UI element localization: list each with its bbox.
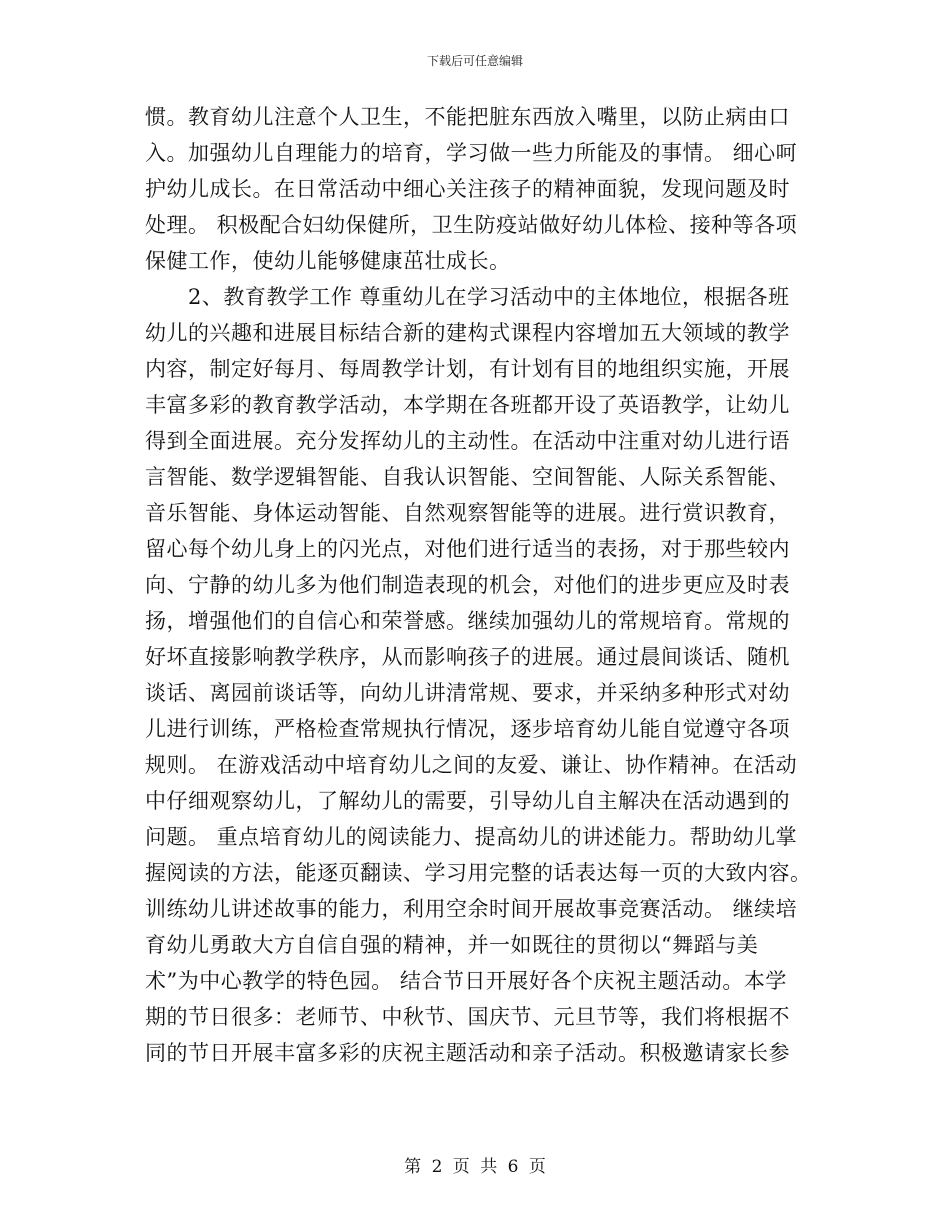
text-line: 内容，制定好每月、每周教学计划，有计划有目的地组织实施，开展 [145, 357, 790, 381]
text-line: 丰富多彩的教育教学活动，本学期在各班都开设了英语教学，让幼儿 [145, 393, 790, 417]
text-line: 训练幼儿讲述故事的能力，利用空余时间开展故事竞赛活动。 继续培 [145, 897, 798, 921]
text-line: 得到全面进展。充分发挥幼儿的主动性。在活动中注重对幼儿进行语 [145, 429, 790, 453]
text-line: 谈话、离园前谈话等，向幼儿讲清常规、要求，并采纳多种形式对幼 [145, 681, 790, 705]
text-line: 向、宁静的幼儿多为他们制造表现的机会，对他们的进步更应及时表 [145, 573, 790, 597]
text-line: 中仔细观察幼儿，了解幼儿的需要，引导幼儿自主解决在活动遇到的 [145, 789, 790, 813]
text-line: 扬，增强他们的自信心和荣誉感。继续加强幼儿的常规培育。常规的 [145, 609, 790, 633]
text-line: 问题。 重点培育幼儿的阅读能力、提高幼儿的讲述能力。帮助幼儿掌 [145, 825, 798, 849]
text-line: 好坏直接影响教学秩序，从而影响孩子的进展。通过晨间谈话、随机 [145, 645, 790, 669]
text-line: 音乐智能、身体运动智能、自然观察智能等的进展。进行赏识教育， [145, 501, 790, 525]
text-line: 握阅读的方法，能逐页翻读、学习用完整的话表达每一页的大致内容。 [145, 861, 812, 885]
text-line: 留心每个幼儿身上的闪光点，对他们进行适当的表扬，对于那些较内 [145, 537, 790, 561]
text-line: 术”为中心教学的特色园。 结合节日开展好各个庆祝主题活动。本学 [145, 969, 787, 993]
page-number-footer: 第 2 页 共 6 页 [404, 1157, 546, 1177]
text-line: 规则。 在游戏活动中培育幼儿之间的友爱、谦让、协作精神。在活动 [145, 753, 798, 777]
text-line: 保健工作，使幼儿能够健康茁壮成长。 [145, 249, 511, 273]
text-line: 惯。教育幼儿注意个人卫生，不能把脏东西放入嘴里，以防止病由口 [145, 105, 790, 129]
text-line: 儿进行训练，严格检查常规执行情况，逐步培育幼儿能自觉遵守各项 [145, 717, 790, 741]
text-line: 处理。 积极配合妇幼保健所，卫生防疫站做好幼儿体检、接种等各项 [145, 213, 798, 237]
text-line: 期的节日很多：老师节、中秋节、国庆节、元旦节等，我们将根据不 [145, 1005, 790, 1029]
text-line: 育幼儿勇敢大方自信自强的精神，并一如既往的贯彻以“舞蹈与美 [145, 933, 759, 957]
document-body [145, 99, 825, 1071]
text-line: 同的节日开展丰富多彩的庆祝主题活动和亲子活动。积极邀请家长参 [145, 1041, 790, 1065]
paragraph-start-line: 2、教育教学工作 尊重幼儿在学习活动中的主体地位，根据各班 [188, 285, 790, 309]
text-line: 护幼儿成长。在日常活动中细心关注孩子的精神面貌，发现问题及时 [145, 177, 790, 201]
page-header: 下载后可任意编辑 [426, 54, 523, 68]
text-line: 言智能、数学逻辑智能、自我认识智能、空间智能、人际关系智能、 [145, 465, 790, 489]
text-line: 入。加强幼儿自理能力的培育，学习做一些力所能及的事情。 细心呵 [145, 141, 798, 165]
text-line: 幼儿的兴趣和进展目标结合新的建构式课程内容增加五大领域的教学 [145, 321, 790, 345]
